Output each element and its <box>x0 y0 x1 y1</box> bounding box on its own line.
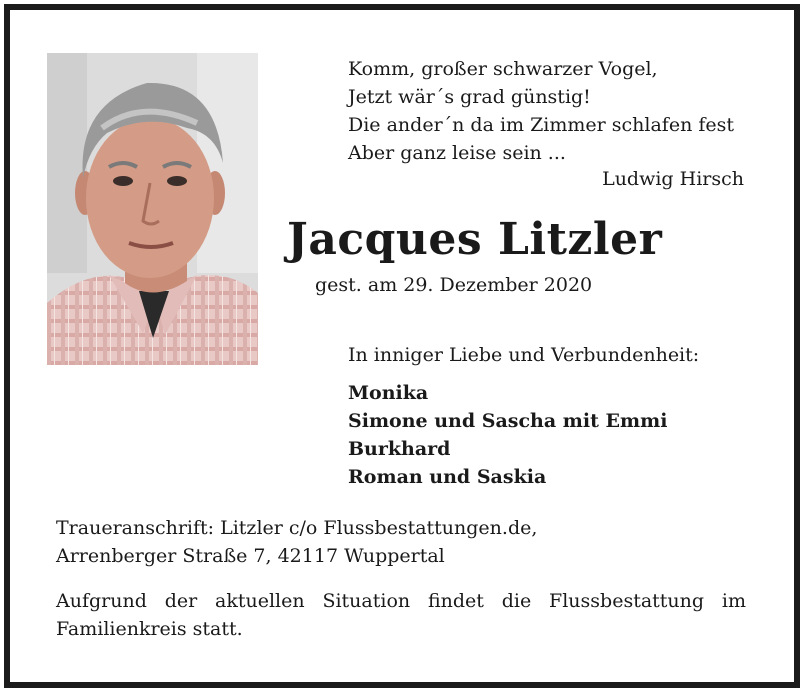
poem-line: Die ander´n da im Zimmer schlafen fest <box>348 114 735 136</box>
mourner-name: Monika <box>348 382 429 404</box>
address-line: Traueranschrift: Litzler c/o Flussbestattungen.de, <box>56 517 538 539</box>
deceased-name: Jacques Litzler <box>287 214 663 265</box>
poem-author: Ludwig Hirsch <box>602 168 744 190</box>
mourner-name: Simone und Sascha mit Emmi <box>348 410 668 432</box>
mourners-list <box>348 379 667 491</box>
mourner-name: Roman und Saskia <box>348 466 547 488</box>
address-line: Arrenberger Straße 7, 42117 Wuppertal <box>56 545 445 567</box>
date-of-death: gest. am 29. Dezember 2020 <box>315 274 593 296</box>
funeral-notice: Aufgrund der aktuellen Situation findet die Flussbestattung im Familienkreis statt. <box>56 590 746 640</box>
poem-line: Komm, großer schwarzer Vogel, <box>348 58 658 80</box>
mourner-name: Burkhard <box>348 438 451 460</box>
condolence-address <box>56 514 537 570</box>
poem-line: Aber ganz leise sein ... <box>348 142 566 164</box>
poem-quote <box>348 55 748 167</box>
mourners-intro: In inniger Liebe und Verbundenheit: <box>348 344 700 366</box>
poem-line: Jetzt wär´s grad günstig! <box>348 86 591 108</box>
portrait-photo <box>47 53 258 365</box>
